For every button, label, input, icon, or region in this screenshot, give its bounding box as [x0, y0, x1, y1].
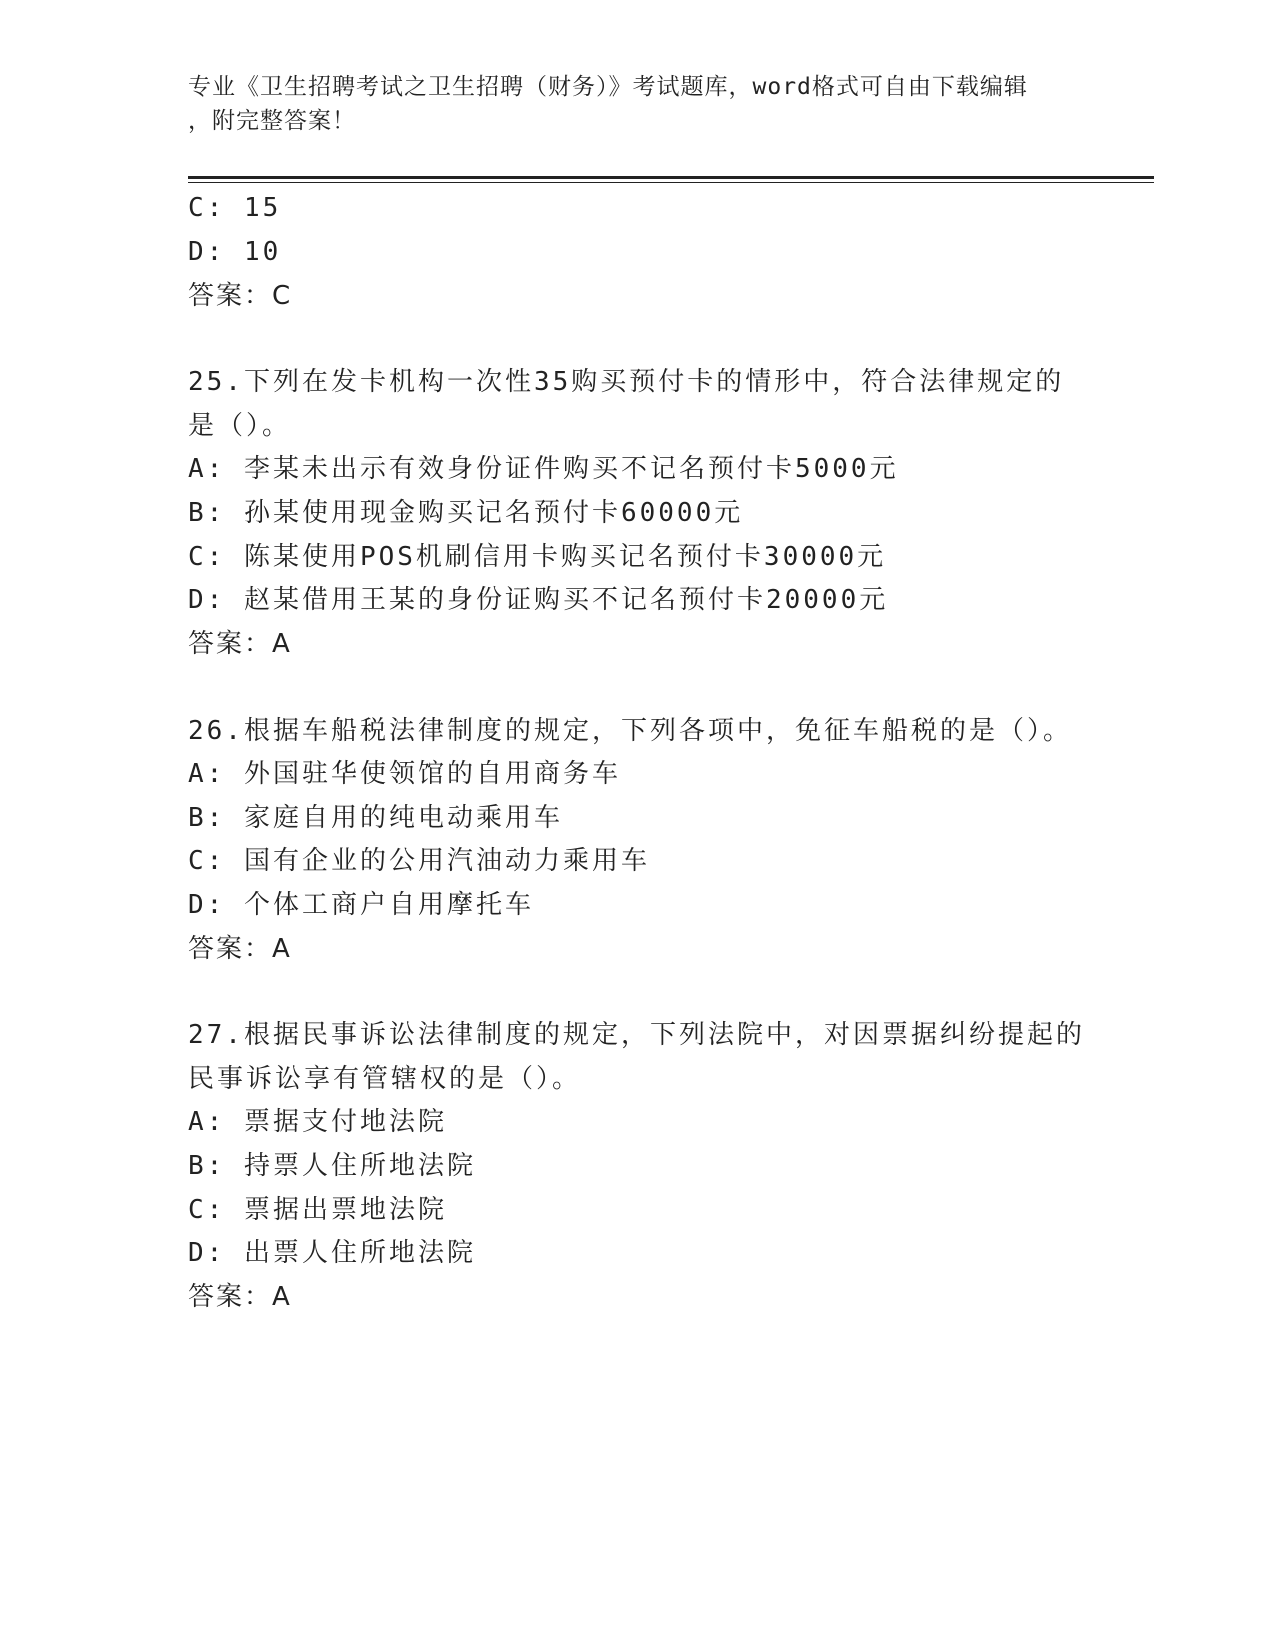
page-header	[188, 70, 1088, 138]
question-27-option-c: C: 票据出票地法院	[188, 1195, 447, 1225]
option-c: C: 15	[188, 193, 282, 223]
header-line-1: 专业《卫生招聘考试之卫生招聘（财务）》考试题库，word格式可自由下载编辑	[188, 74, 1028, 100]
question-26-option-a: A: 外国驻华使领馆的自用商务车	[188, 759, 621, 789]
question-25-option-d: D: 赵某借用王某的身份证购买不记名预付卡20000元	[188, 585, 889, 615]
question-25-answer: 答案：A	[188, 629, 292, 659]
question-26-option-d: D: 个体工商户自用摩托车	[188, 890, 534, 920]
question-25-option-a: A: 李某未出示有效身份证件购买不记名预付卡5000元	[188, 454, 899, 484]
question-27-stem-cont: 民事诉讼享有管辖权的是（）。	[188, 1064, 582, 1094]
question-25-stem: 25.下列在发卡机构一次性35购买预付卡的情形中，符合法律规定的	[188, 367, 1065, 397]
question-27-option-d: D: 出票人住所地法院	[188, 1238, 476, 1268]
header-line-2: ，附完整答案！	[188, 108, 356, 134]
header-divider-thick	[188, 176, 1154, 179]
question-27-stem: 27.根据民事诉讼法律制度的规定，下列法院中，对因票据纠纷提起的	[188, 1020, 1085, 1050]
question-25-stem-cont: 是（）。	[188, 411, 292, 441]
answer-label: 答案：C	[188, 281, 293, 311]
question-26-answer: 答案：A	[188, 934, 292, 964]
question-25-option-c: C: 陈某使用POS机刷信用卡购买记名预付卡30000元	[188, 542, 887, 572]
header-divider-thin	[188, 182, 1154, 183]
question-27-option-b: B: 持票人住所地法院	[188, 1151, 476, 1181]
option-d: D: 10	[188, 237, 282, 267]
question-25-option-b: B: 孙某使用现金购买记名预付卡60000元	[188, 498, 744, 528]
question-26-stem: 26.根据车船税法律制度的规定，下列各项中，免征车船税的是（）。	[188, 716, 1072, 746]
question-26-option-c: C: 国有企业的公用汽油动力乘用车	[188, 846, 650, 876]
question-27-option-a: A: 票据支付地法院	[188, 1107, 447, 1137]
question-26-option-b: B: 家庭自用的纯电动乘用车	[188, 803, 563, 833]
question-27-answer: 答案：A	[188, 1282, 292, 1312]
